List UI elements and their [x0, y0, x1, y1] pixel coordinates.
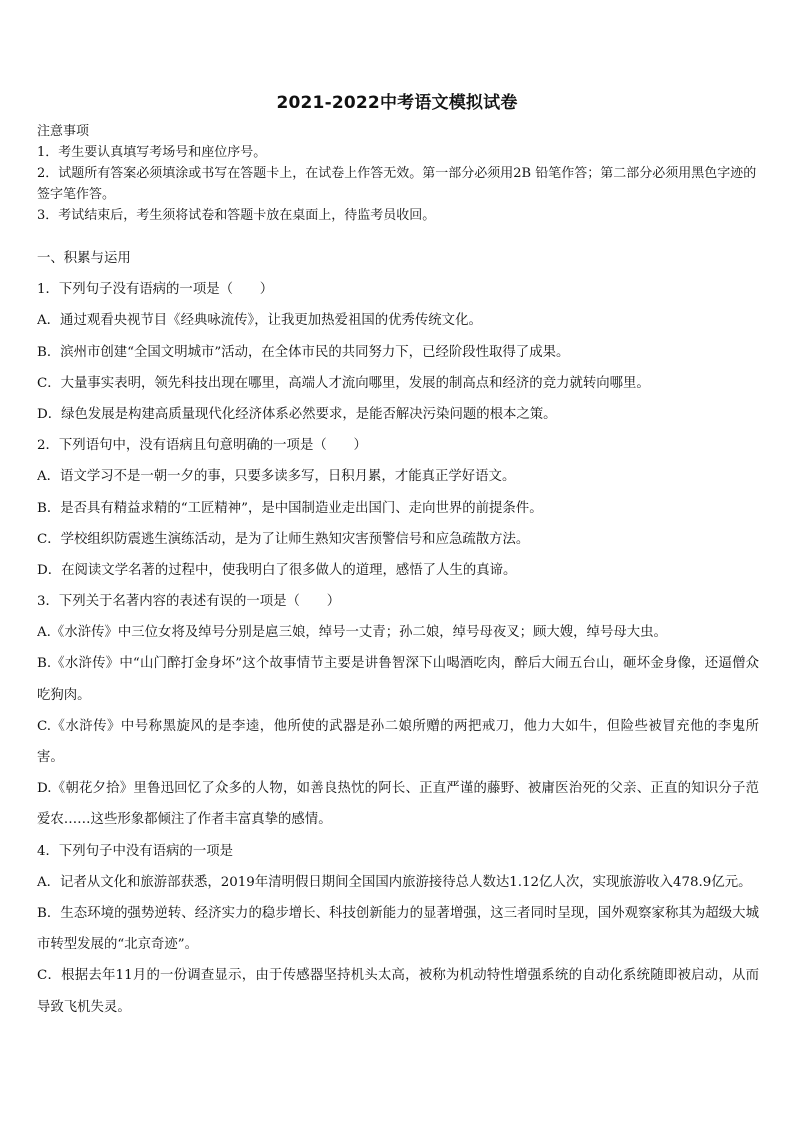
question-option: C.《水浒传》中号称黑旋风的是李逵，他所使的武器是孙二娘所赠的两把戒刀，他力大如牛，但险些被冒充他的李鬼所害。 — [37, 718, 759, 766]
section-heading: 一、积累与运用 — [37, 251, 131, 266]
question-option: D．在阅读文学名著的过程中，使我明白了很多做人的道理，感悟了人生的真谛。 — [37, 562, 517, 578]
question-stem: 3．下列关于名著内容的表述有误的一项是（ ） — [37, 594, 341, 610]
question-option: A．通过观看央视节目《经典咏流传》，让我更加热爱祖国的优秀传统文化。 — [37, 313, 482, 329]
question-option: B．滨州市创建“全国文明城市”活动，在全体市民的共同努力下，已经阶段性取得了成果。 — [37, 344, 570, 360]
question-option: C．学校组织防震逃生演练活动，是为了让师生熟知灾害预警信号和应急疏散方法。 — [37, 531, 530, 547]
question-stem: 2．下列语句中，没有语病且句意明确的一项是（ ） — [37, 438, 367, 454]
question-stem: 1．下列句子没有语病的一项是（ ） — [37, 282, 274, 298]
question-option: C．根据去年11月的一份调查显示，由于传感器坚持机头太高，被称为机动特性增强系统的自动化系统随即被启动，从而导致飞机失灵。 — [37, 968, 759, 1015]
notes-item: 1．考生要认真填写考场号和座位序号。 — [37, 145, 267, 160]
questions-block — [37, 243, 759, 1023]
question-option: A.《水浒传》中三位女将及绰号分别是扈三娘，绰号一丈青；孙二娘，绰号母夜叉；顾大嫂，绰号母大虫。 — [37, 625, 667, 641]
question-option: B．是否具有精益求精的“工匠精神”，是中国制造业走出国门、走向世界的前提条件。 — [37, 500, 543, 516]
question-option: D.《朝花夕拾》里鲁迅回忆了众多的人物，如善良热忱的阿长、正直严谨的藤野、被庸医治死的父亲、正直的知识分子范爱农……这些形象都倾注了作者丰富真挚的感情。 — [37, 781, 759, 828]
notes-item: 2．试题所有答案必须填涂或书写在答题卡上，在试卷上作答无效。第一部分必须用2B 铅笔作答；第二部分必须用黑色字迹的签字笔作答。 — [37, 166, 757, 202]
question-option: B.《水浒传》中“山门醉打金身坏”这个故事情节主要是讲鲁智深下山喝酒吃肉，醉后大闹五台山，砸坏金身像，还逼僧众吃狗肉。 — [37, 656, 759, 703]
question-option: A．记者从文化和旅游部获悉，2019年清明假日期间全国国内旅游接待总人数达1.12亿人次，实现旅游收入478.9亿元。 — [37, 874, 752, 890]
question-option: D．绿色发展是构建高质量现代化经济体系必然要求，是能否解决污染问题的根本之策。 — [37, 406, 557, 422]
notes-item: 3．考试结束后，考生须将试卷和答题卡放在桌面上，待监考员收回。 — [37, 208, 436, 223]
question-stem: 4．下列句子中没有语病的一项是 — [37, 843, 233, 859]
notes-heading: 注意事项 — [37, 124, 90, 139]
question-option: A．语文学习不是一朝一夕的事，只要多读多写，日积月累，才能真正学好语文。 — [37, 469, 516, 485]
document-title: 2021-2022中考语文模拟试卷 — [276, 93, 518, 113]
question-option: B．生态环境的强势逆转、经济实力的稳步增长、科技创新能力的显著增强，这三者同时呈现，国外观察家称其为超级大城市转型发展的“北京奇迹”。 — [37, 906, 759, 953]
question-option: C．大量事实表明，领先科技出现在哪里，高端人才流向哪里，发展的制高点和经济的竞力就转向哪里。 — [37, 375, 650, 391]
notes-block — [37, 121, 759, 226]
